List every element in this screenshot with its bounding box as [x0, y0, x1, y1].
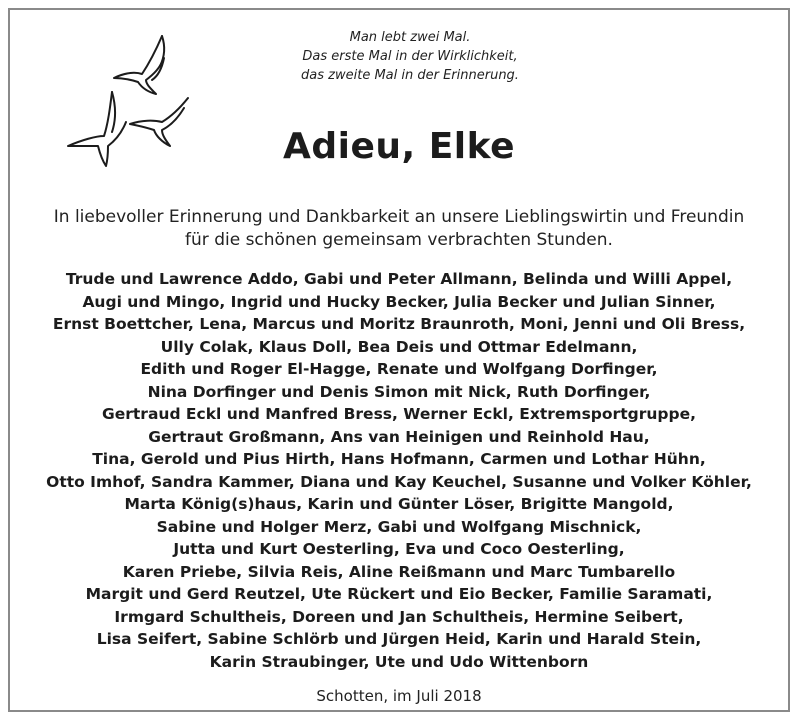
mourners-line: Gertraud Eckl und Manfred Bress, Werner Eckl, Extremsportgruppe, [102, 405, 696, 423]
mourners-line: Jutta und Kurt Oesterling, Eva und Coco Oesterling, [173, 540, 625, 558]
intro-line: für die schönen gemeinsam verbrachten Stunden. [185, 230, 613, 250]
page-title: Adieu, Elke [282, 126, 516, 167]
mourners-list [16, 268, 782, 673]
quote-line: Das erste Mal in der Wirklichkeit, [302, 49, 518, 64]
mourners-line: Sabine und Holger Merz, Gabi und Wolfgang Mischnick, [156, 517, 642, 536]
place-date: Schotten, im Juli 2018 [316, 687, 482, 705]
obituary-card [8, 8, 790, 712]
mourners-line: Edith und Roger El-Hagge, Renate und Wolfgang Dorfinger, [140, 360, 658, 378]
intro-line: In liebevoller Erinnerung und Dankbarkeit an unsere Lieblingswirtin und Freundin [53, 207, 745, 227]
mourners-line: Karin Straubinger, Ute und Udo Wittenborn [209, 652, 589, 671]
mourners-line: Gertraut Großmann, Ans van Heinigen und Reinhold Hau, [148, 427, 650, 446]
mourners-line: Karen Priebe, Silvia Reis, Aline Reißmann und Marc Tumbarello [122, 562, 676, 581]
mourners-line: Margit und Gerd Reutzel, Ute Rückert und Eio Becker, Familie Saramati, [85, 585, 713, 603]
mourners-line: Trude und Lawrence Addo, Gabi und Peter Allmann, Belinda und Willi Appel, [65, 270, 733, 288]
mourners-line: Marta König(s)haus, Karin und Günter Löser, Brigitte Mangold, [124, 495, 674, 513]
mourners-line: Irmgard Schultheis, Doreen und Jan Schultheis, Hermine Seibert, [114, 607, 684, 626]
intro-text [30, 206, 768, 252]
mourners-line: Ernst Boettcher, Lena, Marcus und Moritz Braunroth, Moni, Jenni und Oli Bress, [52, 315, 746, 333]
quote-line: Man lebt zwei Mal. [349, 30, 471, 45]
mourners-line: Nina Dorfinger und Denis Simon mit Nick, Ruth Dorfinger, [147, 382, 651, 401]
quote-block [260, 28, 560, 85]
quote-line: das zweite Mal in der Erinnerung. [301, 68, 519, 83]
mourners-line: Otto Imhof, Sandra Kammer, Diana und Kay Keuchel, Susanne und Volker Köhler, [46, 472, 752, 491]
mourners-line: Tina, Gerold und Pius Hirth, Hans Hofmann, Carmen und Lothar Hühn, [92, 450, 706, 468]
mourners-line: Augi und Mingo, Ingrid und Hucky Becker, Julia Becker und Julian Sinner, [82, 292, 716, 311]
mourners-line: Lisa Seifert, Sabine Schlörb und Jürgen Heid, Karin und Harald Stein, [96, 630, 702, 648]
mourners-line: Ully Colak, Klaus Doll, Bea Deis und Ottmar Edelmann, [160, 337, 638, 356]
